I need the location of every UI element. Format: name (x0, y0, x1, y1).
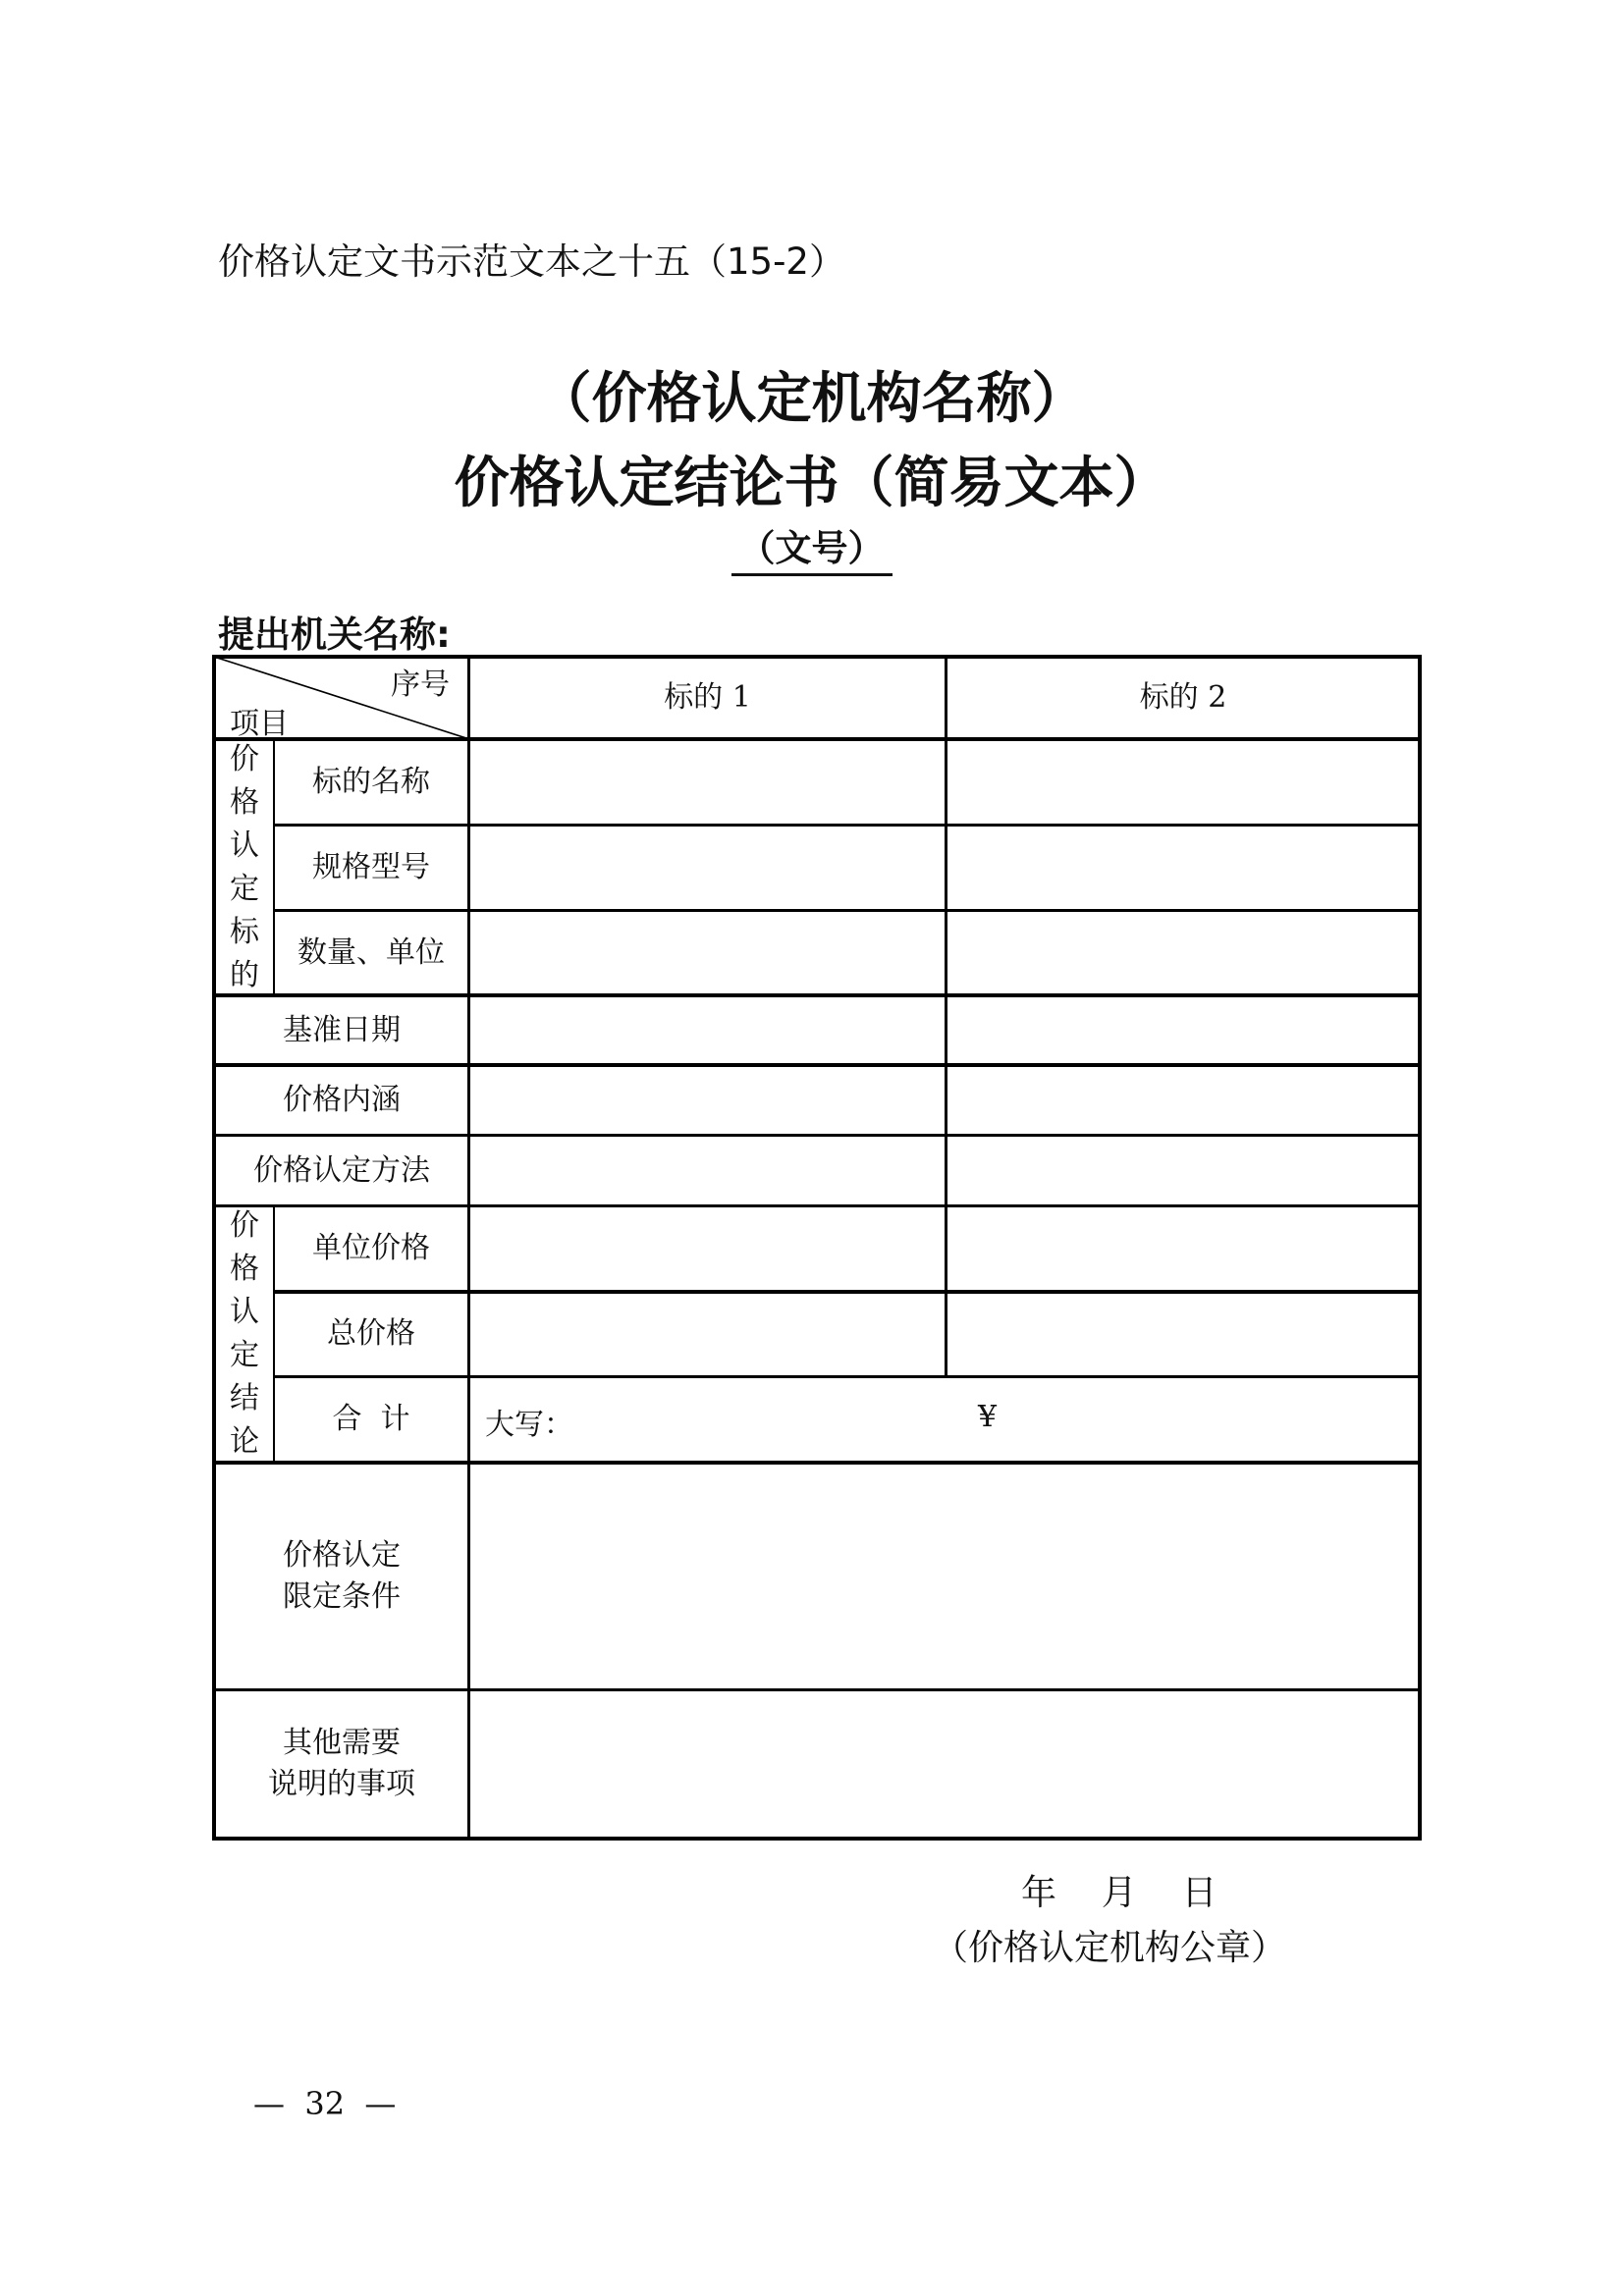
group-label-price-conclusion (216, 1207, 273, 1461)
group-char: 格 (230, 785, 259, 820)
group-char: 标 (230, 915, 259, 949)
row-label-base-date: 基准日期 (283, 1012, 401, 1047)
group-char: 结 (230, 1381, 259, 1415)
row-label-unit-price: 单位价格 (312, 1231, 430, 1265)
document-title: 价格认定结论书（简易文本） (454, 452, 1169, 515)
group-char: 的 (230, 958, 259, 992)
col-divider (467, 655, 470, 1841)
header-serial-label: 序号 (391, 667, 450, 702)
seal-label: （价格认定机构公章） (933, 1928, 1287, 1968)
row-label-spec-model: 规格型号 (312, 850, 430, 884)
header-item-label: 项目 (230, 707, 289, 741)
sum-uppercase-label: 大写： (485, 1408, 573, 1442)
other-line: 其他需要 (283, 1726, 401, 1760)
group-char: 论 (230, 1424, 259, 1459)
row-label-method: 价格认定方法 (253, 1152, 430, 1188)
row-label-price-connotation: 价格内涵 (283, 1083, 401, 1117)
column-header-subject-2: 标的 2 (1139, 680, 1227, 715)
row-label-subject-name: 标的名称 (312, 765, 430, 799)
column-header-subject-1: 标的 1 (664, 680, 751, 715)
document-number-text: （文号） (731, 518, 893, 576)
other-line: 说明的事项 (268, 1767, 415, 1801)
group-char: 格 (230, 1252, 259, 1286)
group-char: 价 (230, 742, 259, 776)
submitter-label: 提出机关名称: (218, 614, 451, 656)
row-label-quantity-unit: 数量、单位 (298, 935, 445, 970)
document-number (0, 518, 1623, 576)
row-label-total-price: 总价格 (327, 1316, 415, 1351)
row-label-sum: 合 计 (332, 1402, 410, 1436)
col-divider (945, 655, 947, 1376)
group-char: 认 (230, 828, 259, 863)
group-char: 价 (230, 1208, 259, 1243)
page-number: — 32 — (253, 2085, 397, 2122)
row-label-restriction (216, 1465, 467, 1688)
row-label-other-matters (216, 1691, 467, 1837)
restriction-line: 价格认定 (283, 1538, 401, 1573)
group-char: 定 (230, 1338, 259, 1372)
date-line: 年 月 日 (1021, 1873, 1217, 1913)
series-title: 价格认定文书示范文本之十五（15-2） (218, 240, 845, 283)
group-char: 定 (230, 872, 259, 906)
group-label-price-subject (216, 741, 273, 994)
sum-currency-symbol: ¥ (978, 1400, 998, 1434)
restriction-line: 限定条件 (283, 1579, 401, 1614)
group-char: 认 (230, 1295, 259, 1329)
agency-name-title: （价格认定机构名称） (536, 367, 1087, 431)
